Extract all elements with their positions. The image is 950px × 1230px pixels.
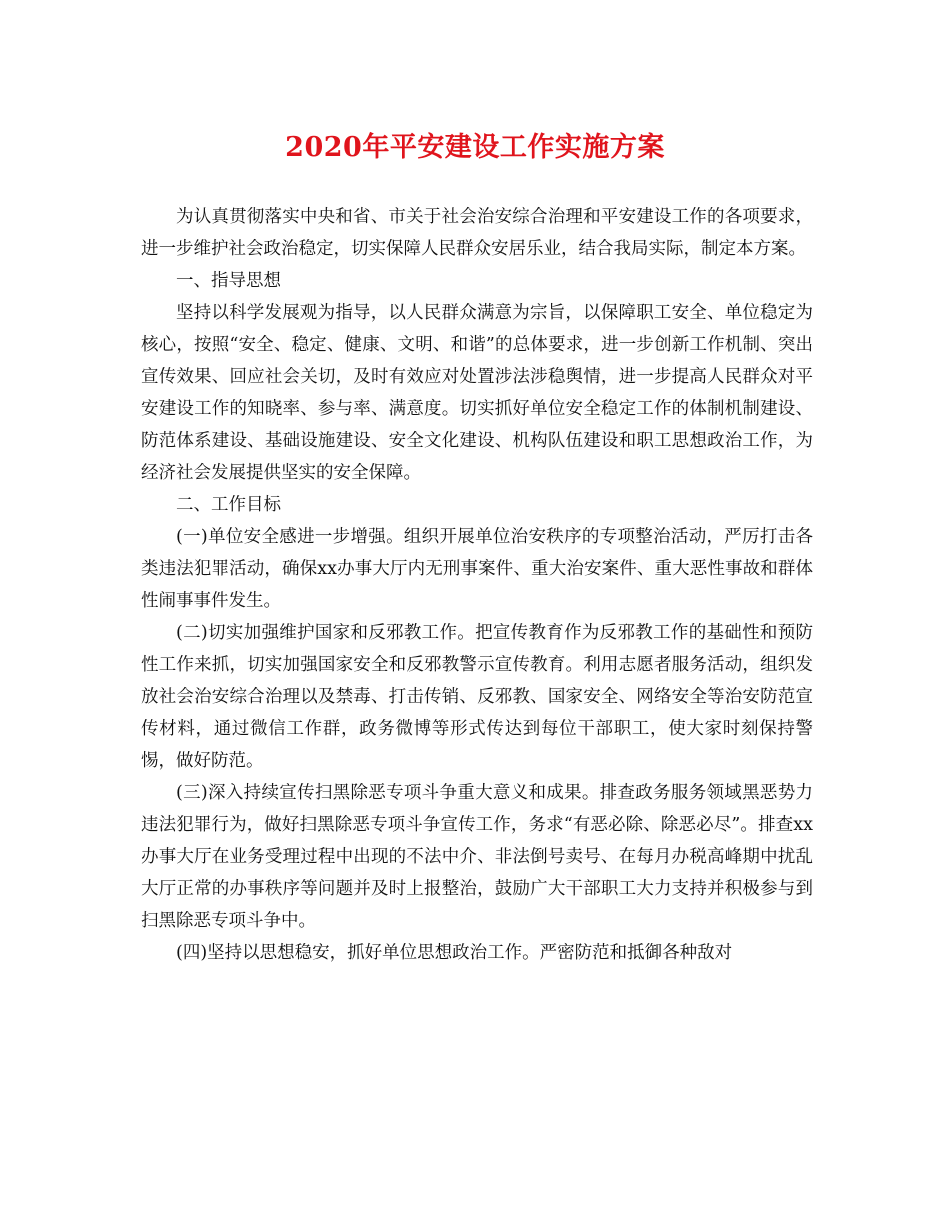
document-title: 2020年平安建设工作实施方案 xyxy=(285,132,665,163)
document-body xyxy=(141,201,813,969)
intro-paragraph: 为认真贯彻落实中央和省、市关于社会治安综合治理和平安建设工作的各项要求，进一步维护社会政治稳定，切实保障人民群众安居乐业，结合我局实际，制定本方案。 xyxy=(141,207,813,259)
goal-paragraph-3: (三)深入持续宣传扫黑除恶专项斗争重大意义和成果。排查政务服务领域黑恶势力违法犯罪行为，做好扫黑除恶专项斗争宣传工作，务求“有恶必除、除恶必尽”。排查xx办事大厅在业务受理过程中出现的不法中介、非法倒号卖号、在每月办税高峰期中扰乱大厅正常的办事秩序等问题并及时上报整治，鼓励广大干部职工大力支持并积极参与到扫黑除恶专项斗争中。 xyxy=(141,783,813,931)
goal-paragraph-4: (四)坚持以思想稳安，抓好单位思想政治工作。严密防范和抵御各种敌对 xyxy=(176,943,733,963)
goal-paragraph-2: (二)切实加强维护国家和反邪教工作。把宣传教育作为反邪教工作的基础性和预防性工作来抓，切实加强国家安全和反邪教警示宣传教育。利用志愿者服务活动，组织发放社会治安综合治理以及禁毒、打击传销、反邪教、国家安全、网络安全等治安防范宣传材料，通过微信工作群，政务微博等形式传达到每位干部职工，使大家时刻保持警惕，做好防范。 xyxy=(141,623,813,771)
section-heading-work-goals: 二、工作目标 xyxy=(176,495,281,515)
goal-paragraph-1: (一)单位安全感进一步增强。组织开展单位治安秩序的专项整治活动，严厉打击各类违法犯罪活动，确保xx办事大厅内无刑事案件、重大治安案件、重大恶性事故和群体性闹事事件发生。 xyxy=(141,527,813,611)
guiding-ideology-paragraph: 坚持以科学发展观为指导，以人民群众满意为宗旨，以保障职工安全、单位稳定为核心，按照“安全、稳定、健康、文明、和谐”的总体要求，进一步创新工作机制、突出宣传效果、回应社会关切，及时有效应对处置涉法涉稳舆情，进一步提高人民群众对平安建设工作的知晓率、参与率、满意度。切实抓好单位安全稳定工作的体制机制建设、防范体系建设、基础设施建设、安全文化建设、机构队伍建设和职工思想政治工作，为经济社会发展提供坚实的安全保障。 xyxy=(141,303,813,483)
section-heading-guiding-ideology: 一、指导思想 xyxy=(176,271,281,291)
